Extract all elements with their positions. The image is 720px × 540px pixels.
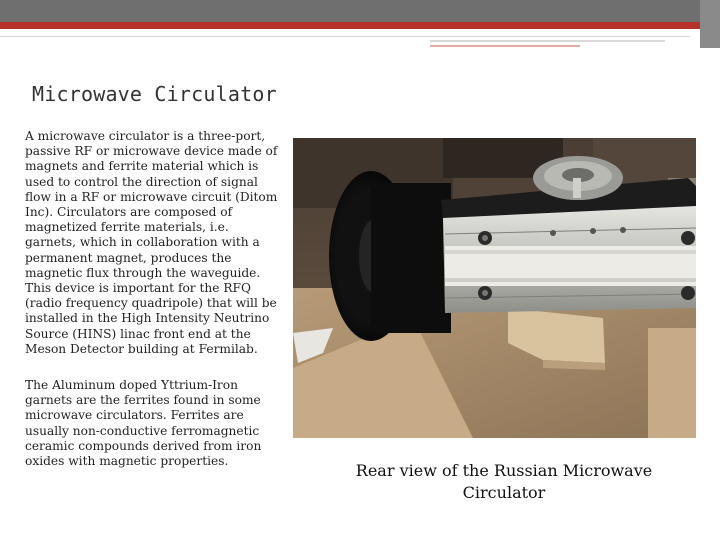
header-rule xyxy=(0,36,690,37)
header-accent-bar xyxy=(0,22,720,29)
body-paragraph-1: A microwave circulator is a three-port, passive RF or microwave device made of magnets and ferrite material which is used to control the direction of signal flow in a RF or microwave circuit (Ditom Inc). Circulators are composed of magnetized ferrite materials, i.e. garnets, which in collaboration with a permanent magnet, produces the magnetic flux through the waveguide. This device is important for the RFQ (radio frequency quadripole) that will be installed in the High Intensity Neutrino Source (HINS) linac front end at the Meson Detector building at Fermilab. xyxy=(25,129,278,356)
photo-caption: Rear view of the Russian Microwave Circulator xyxy=(355,461,653,502)
slide-title: Microwave Circulator xyxy=(32,82,277,106)
circulator-photo xyxy=(293,138,696,438)
header-bar xyxy=(0,0,720,22)
body-paragraph-2: The Aluminum doped Yttrium-Iron garnets are the ferrites found in some microwave circulators. Ferrites are usually non-conductive ferromagnetic ceramic compounds derived from iron oxides with magnetic properties. xyxy=(25,378,262,469)
header-corner-block xyxy=(700,0,720,48)
header-rule-short xyxy=(430,40,665,42)
header-rule-accent xyxy=(430,45,580,47)
